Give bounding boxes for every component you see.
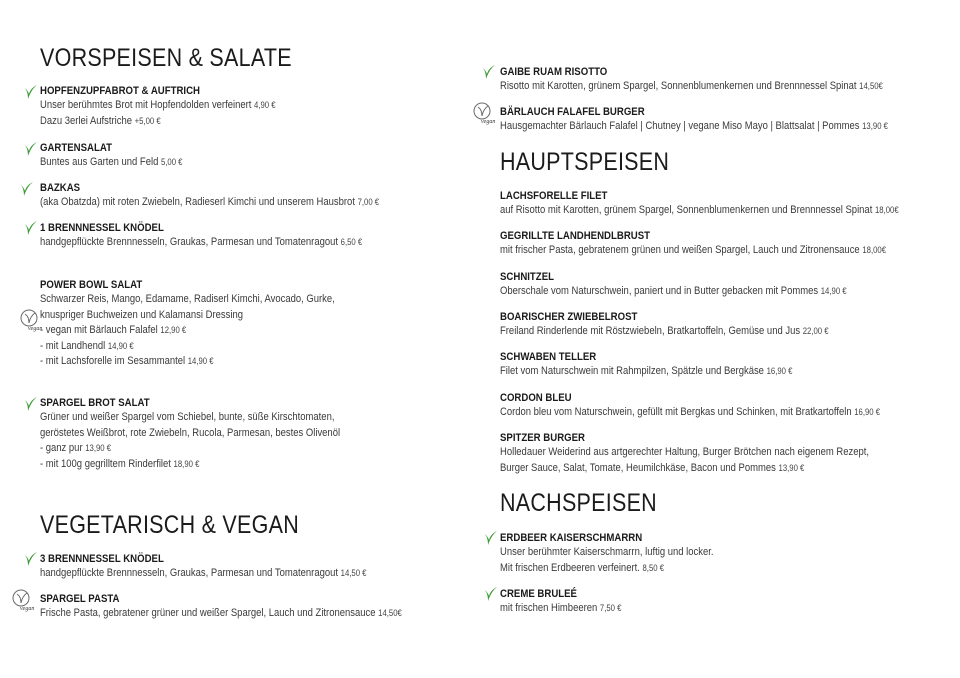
item-name: LACHSFORELLE FILET xyxy=(500,190,608,202)
item-price: 7,50 € xyxy=(599,603,622,613)
svg-text:vegan: vegan xyxy=(481,119,496,125)
item-price: 18,00€ xyxy=(874,205,899,215)
item-name: BÄRLAUCH FALAFEL BURGER xyxy=(500,106,645,118)
item-price: 16,90 € xyxy=(766,366,793,376)
leaf-icon xyxy=(482,586,498,602)
menu-item xyxy=(500,105,951,135)
item-name: SPARGEL BROT SALAT xyxy=(40,397,150,409)
item-name: BAZKAS xyxy=(40,182,81,194)
item-name: HOPFENZUPFABROT & AUFTRICH xyxy=(40,85,201,97)
item-desc: Grüner und weißer Spargel vom Schiebel, bunte, süße Kirschtomaten, xyxy=(40,411,335,423)
item-desc: handgepflückte Brennnesseln, Graukas, Parmesan und Tomatenragout 6,50 € xyxy=(40,236,363,248)
item-desc: Mit frischen Erdbeeren verfeinert. 8,50 € xyxy=(500,561,665,574)
leaf-icon xyxy=(22,220,38,236)
item-desc: Dazu 3erlei Aufstriche +5,00 € xyxy=(40,114,161,127)
menu-item xyxy=(500,310,882,340)
item-name: SCHWABEN TELLER xyxy=(500,351,597,363)
item-desc: geröstetes Weißbrot, rote Zwiebeln, Rucola, Parmesan, bestes Olivenöl xyxy=(40,426,341,439)
item-price: 6,50 € xyxy=(340,237,363,247)
item-desc: Unser berühmtes Brot mit Hopfendolden verfeinert 4,90 € xyxy=(40,99,276,111)
menu-item xyxy=(40,278,383,370)
item-price: 14,90 € xyxy=(820,286,847,296)
item-desc: Schwarzer Reis, Mango, Edamame, Radiserl Kimchi, Avocado, Gurke, xyxy=(40,293,335,305)
item-desc: - ganz pur 13,90 € xyxy=(40,442,112,454)
item-desc: handgepflückte Brennnesseln, Graukas, Parmesan und Tomatenragout 14,50 € xyxy=(40,567,367,579)
menu-item xyxy=(40,181,434,211)
menu-item xyxy=(40,552,420,582)
item-desc: - mit Lachsforelle im Sesammantel 14,90 € xyxy=(40,355,214,367)
item-name: SPARGEL PASTA xyxy=(40,593,120,605)
menu-item xyxy=(40,221,415,251)
item-price: 16,90 € xyxy=(854,407,881,417)
item-desc: Cordon bleu vom Naturschwein, gefüllt mit Bergkas und Schinken, mit Bratkartoffeln 16,90 € xyxy=(500,406,881,418)
item-price: 4,90 € xyxy=(254,100,276,110)
item-price: 14,50€ xyxy=(378,608,402,618)
leaf-icon xyxy=(480,64,496,80)
item-name: SCHNITZEL xyxy=(500,271,554,283)
item-desc: auf Risotto mit Karotten, grünem Spargel, Sonnenblumenkernen und Brennnessel Spinat 18,00€ xyxy=(500,204,899,216)
menu-item xyxy=(500,391,942,421)
vegan-icon xyxy=(472,101,496,125)
item-price: 14,50€ xyxy=(859,81,883,91)
item-desc: Buntes aus Garten und Feld 5,00 € xyxy=(40,156,183,168)
item-price: 5,00 € xyxy=(160,157,183,167)
item-desc: Oberschale vom Naturschwein, paniert und in Butter gebacken mit Pommes 14,90 € xyxy=(500,285,847,297)
item-desc: (aka Obatzda) mit roten Zwiebeln, Radieserl Kimchi und unserem Hausbrot 7,00 € xyxy=(40,196,380,208)
leaf-icon xyxy=(22,84,38,100)
item-desc: Filet vom Naturschwein mit Rahmpilzen, Spätzle und Bergkäse 16,90 € xyxy=(500,365,793,377)
item-desc: Freiland Rinderlende mit Röstzwiebeln, Bratkartoffeln, Gemüse und Jus 22,00 € xyxy=(500,325,829,337)
menu-item xyxy=(500,65,945,95)
leaf-icon xyxy=(482,530,498,546)
item-name: POWER BOWL SALAT xyxy=(40,279,143,291)
item-price: 18,90 € xyxy=(173,458,200,469)
item-price: 14,90 € xyxy=(107,340,134,351)
section-title-vegetarisch: VEGETARISCH & VEGAN xyxy=(40,511,299,539)
leaf-icon xyxy=(22,396,38,412)
item-name: GAIBE RUAM RISOTTO xyxy=(500,66,608,78)
svg-text:vegan: vegan xyxy=(20,606,35,612)
leaf-icon xyxy=(18,181,34,197)
item-price: 8,50 € xyxy=(642,562,665,573)
item-desc: Holledauer Weiderind aus artgerechter Haltung, Burger Brötchen nach eigenem Rezept, xyxy=(500,446,869,458)
vegan-icon xyxy=(11,588,35,612)
item-price: 22,00 € xyxy=(802,326,829,336)
item-name: GARTENSALAT xyxy=(40,142,112,154)
leaf-icon xyxy=(22,141,38,157)
leaf-icon xyxy=(22,551,38,567)
item-price: 7,00 € xyxy=(357,197,380,207)
menu-item xyxy=(500,531,748,576)
item-price: 13,90 € xyxy=(862,121,888,131)
section-title-hauptspeisen: HAUPTSPEISEN xyxy=(500,148,670,176)
item-name: GEGRILLTE LANDHENDLBRUST xyxy=(500,230,651,242)
menu-item xyxy=(500,189,960,219)
item-name: CORDON BLEU xyxy=(500,392,572,404)
item-desc: - mit Landhendl 14,90 € xyxy=(40,339,134,352)
svg-text:vegan: vegan xyxy=(28,326,43,332)
section-title-vorspeisen: VORSPEISEN & SALATE xyxy=(40,44,292,72)
item-price: 14,90 € xyxy=(187,356,214,366)
menu-item xyxy=(40,592,461,622)
item-desc: mit frischer Pasta, gebratenem grünen und weißen Spargel, Lauch und Zitronensauce 18,00€ xyxy=(500,244,887,256)
item-desc: - mit 100g gegrilltem Rinderfilet 18,90 € xyxy=(40,457,200,470)
item-desc: Risotto mit Karotten, grünem Spargel, Sonnenblumenkernen und Brennnessel Spinat 14,50€ xyxy=(500,80,883,92)
item-desc: Hausgemachter Bärlauch Falafel | Chutney | vegane Miso Mayo | Blattsalat | Pommes 13,90 € xyxy=(500,120,888,132)
menu-item xyxy=(40,84,314,129)
item-price: +5,00 € xyxy=(134,115,161,126)
item-desc: - vegan mit Bärlauch Falafel 12,90 € xyxy=(40,324,187,336)
item-name: 3 BRENNNESSEL KNÖDEL xyxy=(40,553,164,565)
menu-item xyxy=(500,587,641,617)
item-price: 13,90 € xyxy=(85,443,112,453)
menu-item xyxy=(40,141,206,171)
item-name: BOARISCHER ZWIEBELROST xyxy=(500,311,638,323)
item-name: SPITZER BURGER xyxy=(500,432,586,444)
item-name: CREME BRULEÉ xyxy=(500,588,577,600)
item-price: 13,90 € xyxy=(778,462,805,473)
item-name: 1 BRENNNESSEL KNÖDEL xyxy=(40,222,164,234)
item-name: ERDBEER KAISERSCHMARRN xyxy=(500,532,643,544)
menu-item xyxy=(500,350,840,380)
item-price: 12,90 € xyxy=(160,325,187,335)
menu-item xyxy=(500,270,903,300)
menu-item xyxy=(40,396,389,472)
item-price: 14,50 € xyxy=(340,568,367,578)
item-desc: Frische Pasta, gebratener grüner und weißer Spargel, Lauch und Zitronensauce 14,50€ xyxy=(40,607,402,619)
item-desc: Burger Sauce, Salat, Tomate, Heumilchkäse, Bacon und Pommes 13,90 € xyxy=(500,461,805,474)
item-desc: Unser berühmter Kaiserschmarrn, luftig und locker. xyxy=(500,546,714,558)
item-desc: knuspriger Buchweizen und Kalamansi Dressing xyxy=(40,308,243,321)
section-title-nachspeisen: NACHSPEISEN xyxy=(500,489,657,517)
menu-item xyxy=(500,229,949,259)
menu-item xyxy=(500,431,929,476)
item-price: 18,00€ xyxy=(862,245,887,255)
item-desc: mit frischen Himbeeren 7,50 € xyxy=(500,602,622,614)
